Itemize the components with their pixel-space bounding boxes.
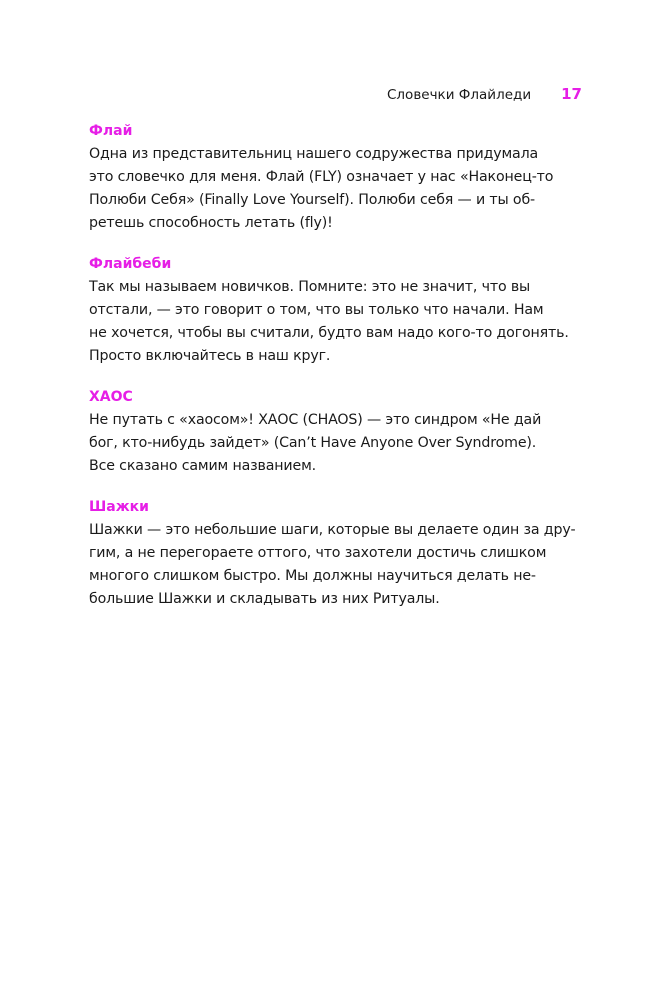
entry-line: ретешь способность летать (fly)! <box>89 215 333 231</box>
entry-line: Шажки — это небольшие шаги, которые вы делаете один за дру- <box>89 522 576 538</box>
entry-line: Одна из представительниц нашего содружества придумала <box>89 146 539 162</box>
entry-line: гим, а не перегораете оттого, что захотели достичь слишком <box>89 545 547 561</box>
glossary-entry-flybaby <box>89 254 569 368</box>
entry-line: отстали, — это говорит о том, что вы только что начали. Нам <box>89 302 544 318</box>
glossary-content <box>89 121 576 630</box>
entry-line: Не путать с «хаосом»! ХАОС (CHAOS) — это синдром «Не дай <box>89 412 542 428</box>
entry-term: ХАОС <box>89 389 133 405</box>
entry-term: Флай <box>89 123 133 139</box>
entry-line: Полюби Себя» (Finally Love Yourself). Полюби себя — и ты об- <box>89 192 536 208</box>
running-head <box>387 85 582 103</box>
glossary-entry-fly <box>89 121 554 235</box>
glossary-entry-chaos <box>89 387 543 478</box>
entry-line: большие Шажки и складывать из них Ритуалы. <box>89 591 440 607</box>
glossary-entry-baby-steps <box>89 497 576 611</box>
entry-line: не хочется, чтобы вы считали, будто вам надо кого-то догонять. <box>89 325 569 341</box>
entry-term: Флайбеби <box>89 256 172 272</box>
entry-term: Шажки <box>89 499 149 515</box>
entry-line: это словечко для меня. Флай (FLY) означает у нас «Наконец-то <box>89 169 554 185</box>
entry-line: Просто включайтесь в наш круг. <box>89 348 331 364</box>
entry-line: Так мы называем новичков. Помните: это не значит, что вы <box>89 279 531 295</box>
entry-line: бог, кто-нибудь зайдет» (Can’t Have Anyone Over Syndrome). <box>89 435 537 451</box>
running-title: Словечки Флайледи <box>387 87 532 103</box>
entry-line: Все сказано самим названием. <box>89 458 316 474</box>
page-number: 17 <box>561 85 582 103</box>
entry-line: многого слишком быстро. Мы должны научиться делать не- <box>89 568 536 584</box>
